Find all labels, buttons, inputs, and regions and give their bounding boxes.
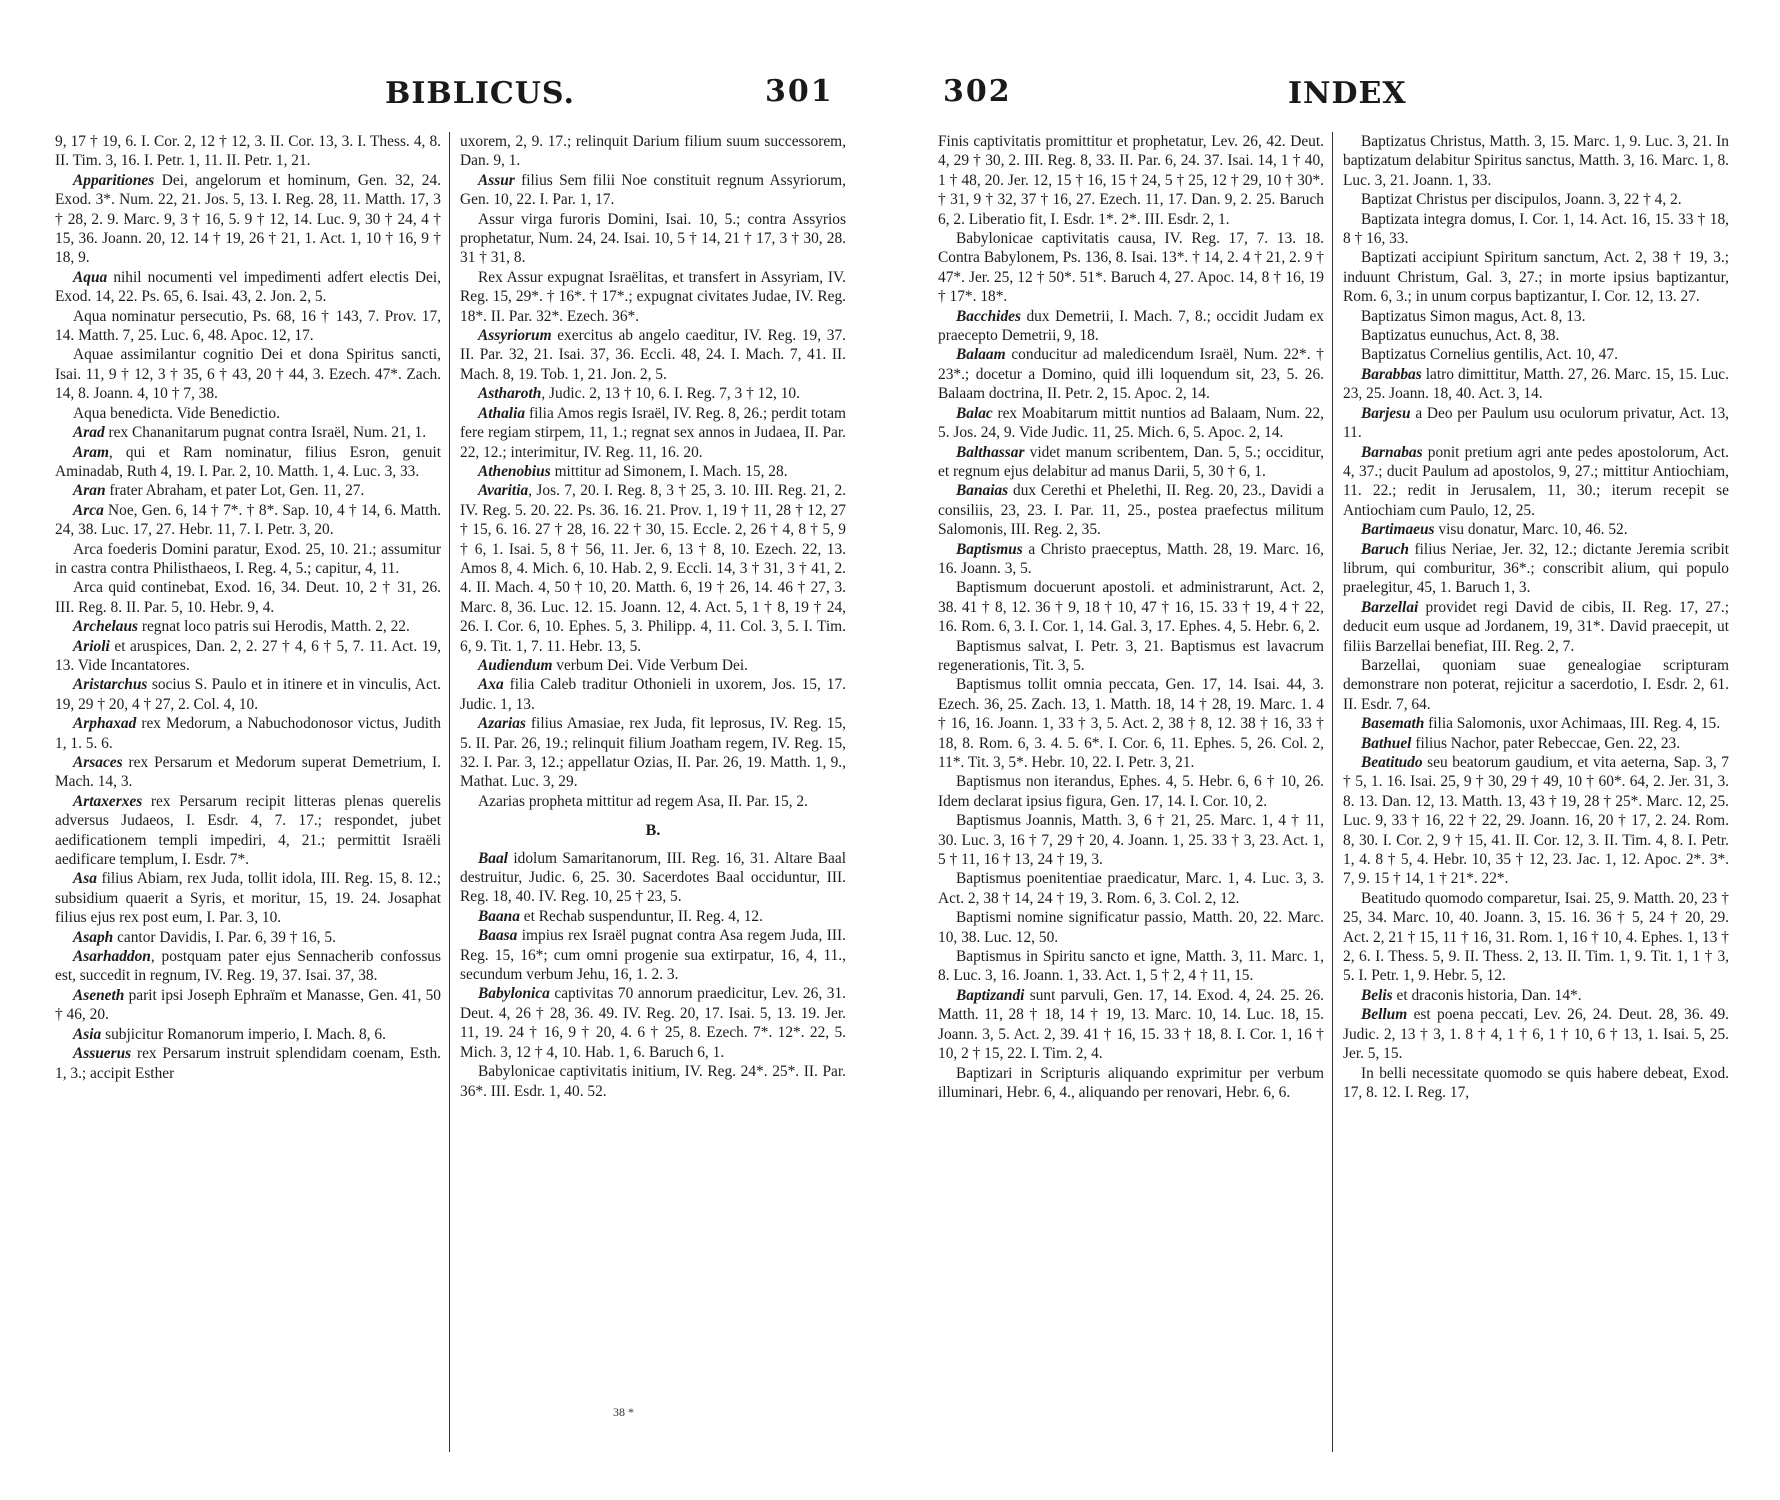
entry-text: providet regi David de cibis, II. Reg. 17, 27.; deducit eum usque ad Jordanem, 19, 31*. David praecepit, ut filiis Barzellai benefiat, III. Reg. 2, 7.: [1343, 598, 1729, 655]
entry-keyword: Balaam: [956, 346, 1006, 364]
index-entry: [460, 675, 846, 714]
entry-keyword: Archelaus: [73, 618, 138, 636]
index-entry: [55, 714, 441, 753]
left-page: [55, 70, 855, 1480]
index-entry: [938, 404, 1324, 443]
index-entry: [55, 404, 441, 423]
entry-keyword: Astharoth: [478, 385, 542, 403]
entry-text: exercitus ab angelo caeditur, IV. Reg. 19, 37. II. Par. 32, 21. Isai. 37, 36. Eccli. 48, 24. I. Mach. 7, 41. II. Mach. 8, 19. Tob. 1, 21. Jon. 2, 5.: [460, 327, 846, 383]
entry-keyword: Assuerus: [73, 1045, 132, 1063]
index-entry: [938, 481, 1324, 539]
index-entry: [460, 210, 846, 268]
index-entry: [460, 849, 846, 907]
index-entry: [55, 986, 441, 1025]
entry-text: rex Persarum et Medorum superat Demetrium, I. Mach. 14, 3.: [55, 754, 441, 791]
index-entry: [55, 637, 441, 676]
entry-keyword: Asia: [73, 1025, 102, 1043]
entry-keyword: Bathuel: [1361, 734, 1412, 752]
entry-keyword: Aran: [73, 482, 106, 500]
entry-text: regnat loco patris sui Herodis, Matth. 2, 22.: [138, 618, 410, 636]
index-entry: [55, 345, 441, 403]
entry-text: Aqua nominatur persecutio, Ps. 68, 16 † 143, 7. Prov. 17, 14. Matth. 7, 25. Luc. 6, 48. Apoc. 12, 17.: [55, 307, 441, 345]
index-entry: [55, 171, 441, 268]
entry-text: filia Caleb traditur Othonieli in uxorem, Jos. 15, 17. Judic. 1, 13.: [460, 676, 846, 713]
entry-text: impius rex Israël pugnat contra Asa regem Juda, III. Reg. 15, 16*; cum omni progenie sua extirpatur, 16, 4, 11., secundum verbum Jehu, 16, 1. 2. 3.: [460, 927, 846, 984]
entry-text: rex Persarum instruit splendidam coenam, Esth. 1, 3.; accipit Esther: [55, 1045, 441, 1082]
entry-text: ponit pretium agri ante pedes apostolorum, Act. 4, 37.; ducit Paulum ad apostolos, 9, 27.; mittitur Antiochiam, 11. 22.; redit in Jerusalem, 11, 30.; iterum recepit se Antiochiam cum Paulo, 12, 25.: [1343, 443, 1729, 519]
index-entry: [1343, 714, 1729, 733]
entry-keyword: Asaph: [73, 928, 114, 946]
entry-keyword: Bellum: [1361, 1006, 1408, 1024]
entry-keyword: Bartimaeus: [1361, 521, 1435, 539]
running-head: INDEX: [1288, 76, 1407, 111]
index-entry: [1343, 1064, 1729, 1103]
entry-text: Aquae assimilantur cognitio Dei et dona Spiritus sancti, Isai. 11, 9 † 12, 3 † 35, 6 † 43, 20 † 44, 3. Ezech. 47*. Zach. 14, 8. Joann. 4, 10 † 7, 38.: [55, 346, 441, 403]
entry-keyword: Belis: [1361, 986, 1393, 1004]
entry-keyword: Baasa: [478, 927, 518, 945]
entry-text: rex Persarum recipit litteras plenas querelis adversus Judaeos, I. Esdr. 4, 7. 17.; respondet, jubet aedificationem templi impediri, 4, 21.; permittit Israëli aedificare templum, I. Esdr. 7*.: [55, 792, 441, 869]
entry-keyword: Arsaces: [73, 754, 123, 771]
index-entry: [460, 926, 846, 984]
entry-text: Baptismus salvat, I. Petr. 3, 21. Baptismus est lavacrum regenerationis, Tit. 3, 5.: [938, 637, 1324, 674]
entry-keyword: Basemath: [1361, 715, 1425, 733]
index-entry: [1343, 326, 1729, 345]
index-entry: [938, 675, 1324, 772]
index-entry: [55, 501, 441, 540]
index-entry: [1343, 190, 1729, 209]
index-entry: [938, 132, 1324, 229]
entry-text: Noe, Gen. 6, 14 † 7*. † 8*. Sap. 10, 4 † 14, 6. Matth. 24, 38. Luc. 17, 27. Hebr. 11, 7. I. Petr. 3, 20.: [55, 501, 441, 539]
entry-text: captivitas 70 annorum praedicitur, Lev. 26, 31. Deut. 4, 26 † 28, 36. 49. IV. Reg. 20, 17. Isai. 5, 13. 19. Jer. 11, 19. 24 † 16, 9 † 20, 4. 6 † 25, 8. Ezech. 7*. 12*. 22, 5. Mich. 3, 12 † 4, 10. Hab. 1, 6. Baruch 6, 1.: [460, 985, 846, 1061]
entry-text: filia Salomonis, uxor Achimaas, III. Reg. 4, 15.: [1424, 715, 1721, 733]
index-entry: [1343, 307, 1729, 326]
entry-text: Arca foederis Domini paratur, Exod. 25, 10. 21.; assumitur in castra contra Philisthaeos, I. Reg. 4, 5.; capitur, 4, 11.: [55, 540, 441, 577]
index-entry: [938, 908, 1324, 947]
entry-text: Arca quid continebat, Exod. 16, 34. Deut. 10, 2 † 31, 26. III. Reg. 8. II. Par. 5, 10. Hebr. 9, 4.: [55, 579, 441, 616]
entry-keyword: Athenobius: [478, 462, 551, 480]
index-entry: [55, 540, 441, 579]
entry-keyword: Asarhaddon: [73, 948, 151, 966]
entry-keyword: Bacchides: [956, 307, 1021, 325]
index-entry: [460, 481, 846, 656]
entry-keyword: Azarias: [478, 715, 526, 733]
entry-keyword: Beatitudo: [1361, 754, 1423, 771]
entry-text: dux Cerethi et Phelethi, II. Reg. 20, 23., Davidi a consiliis, 23, 23. I. Par. 11, 25., postea praefectus militum Salomonis, III. Reg. 2, 35.: [938, 482, 1324, 539]
index-entry: [55, 132, 441, 171]
entry-text: In belli necessitate quomodo se quis habere debeat, Exod. 17, 8. 12. I. Reg. 17,: [1343, 1064, 1729, 1101]
right-page-columns: [938, 132, 1738, 1462]
entry-text: Baptismus Joannis, Matth. 3, 6 † 21, 25. Marc. 1, 4 † 11, 30. Luc. 3, 16 † 7, 29 † 20, 4. Joann. 1, 25. 33 † 3, 23. Act. 1, 5 † 11, 16 † 13, 24 † 19, 3.: [938, 812, 1324, 869]
index-entry: [1343, 598, 1729, 656]
entry-text: visu donatur, Marc. 10, 46. 52.: [1434, 521, 1628, 539]
entry-text: et Rechab suspenduntur, II. Reg. 4, 12.: [519, 907, 763, 925]
index-entry: [1343, 986, 1729, 1005]
entry-text: Aqua benedicta. Vide Benedictio.: [73, 404, 280, 422]
entry-text: Assur virga furoris Domini, Isai. 10, 5.; contra Assyrios prophetatur, Num. 24, 24. Isai. 10, 5 † 14, 21 † 17, 3 † 30, 28. 31 † 31, 8.: [460, 210, 846, 267]
entry-keyword: Audiendum: [478, 656, 553, 674]
entry-text: parit ipsi Joseph Ephraïm et Manasse, Gen. 41, 50 † 46, 20.: [55, 986, 441, 1024]
entry-text: mittitur ad Simonem, I. Mach. 15, 28.: [550, 462, 788, 480]
entry-keyword: Axa: [478, 676, 504, 694]
entry-text: uxorem, 2, 9. 17.; relinquit Darium filium suum successorem, Dan. 9, 1.: [460, 133, 846, 170]
index-entry: [55, 443, 441, 482]
right-page-header: [938, 70, 1738, 130]
entry-text: Baptismum docuerunt apostoli. et administrarunt, Act. 2, 38. 41 † 8, 12. 36 † 9, 18 † 10, 47 † 16, 15. 33 † 19, 4 † 22, 16. Rom. 6, 3. I. Cor. 1, 14. Gal. 3, 17. Ephes. 4, 5. Hebr. 6, 2.: [938, 579, 1324, 636]
entry-keyword: Arca: [73, 501, 104, 519]
entry-text: 9, 17 † 19, 6. I. Cor. 2, 12 † 12, 3. II. Cor. 13, 3. I. Thess. 4, 8. II. Tim. 3, 16. I. Petr. 1, 11. II. Petr. 1, 21.: [55, 133, 441, 170]
index-entry: [1343, 656, 1729, 714]
index-entry: [938, 540, 1324, 579]
index-entry: [1343, 345, 1729, 364]
entry-text: est poena peccati, Lev. 26, 24. Deut. 28, 36. 49. Judic. 2, 13 † 3, 1. 8 † 4, 1 † 6, 1 † 10, 6 † 13, 1. Isai. 5, 25. Jer. 5, 15.: [1343, 1006, 1729, 1063]
entry-keyword: Athalia: [478, 404, 526, 422]
entry-text: Dei, angelorum et hominum, Gen. 32, 24. Exod. 3*. Num. 22, 21. Jos. 5, 13. I. Reg. 28, 11. Matth. 17, 3 † 28, 2. 9. Marc. 9, 3 † 16, 5. 9 † 12, 14. Luc. 9, 30 † 24, 4 † 15, 36. Joann. 20, 12. 14 † 19, 26 † 21, 1. Act. 1, 10 † 16, 9 † 18, 9.: [55, 171, 441, 267]
entry-text: Baptizatus Christus, Matth. 3, 15. Marc. 1, 9. Luc. 3, 21. In baptizatum delabitur Spiritus sanctus, Matth. 3, 16. Marc. 1, 8. Luc. 3, 21. Joann. 1, 33.: [1343, 133, 1729, 189]
entry-keyword: Babylonica: [478, 985, 550, 1003]
column-rule: [1332, 132, 1333, 1452]
index-entry: [55, 307, 441, 346]
index-entry: [1343, 210, 1729, 249]
entry-text: verbum Dei. Vide Verbum Dei.: [552, 656, 748, 674]
index-entry: [938, 345, 1324, 403]
entry-text: socius S. Paulo et in itinere et in vinculis, Act. 19, 29 † 20, 4 † 27, 2. Col. 4, 10.: [55, 676, 441, 713]
entry-text: Baptismus non iterandus, Ephes. 4, 5. Hebr. 6, 6 † 10, 26. Idem declarat ipsius figura, Gen. 17, 14. I. Cor. 10, 2.: [938, 773, 1324, 810]
entry-text: Baptismus tollit omnia peccata, Gen. 17, 14. Isai. 44, 3. Ezech. 36, 25. Zach. 13, 1. Matth. 18, 14 † 28, 19. Marc. 1. 4 † 16, 16. Joann. 1, 33 † 3, 5. Act. 2, 38 † 8, 12. 38 † 16, 33 † 18, 8. Rom. 6, 3. 4. 5. 6*. I. Cor. 6, 11. Ephes. 5, 26. Col. 2, 11*. Tit. 3, 5*. Hebr. 10, 22. I. Petr. 3, 21.: [938, 676, 1324, 771]
right-page: [938, 70, 1738, 1480]
entry-keyword: Aram: [73, 443, 109, 461]
entry-keyword: Barnabas: [1361, 443, 1423, 461]
index-entry: [938, 1064, 1324, 1103]
entry-text: filius Neriae, Jer. 32, 12.; dictante Jeremia scribit librum, qui comburitur, 36*.; conscribit alium, qui populo praelegitur, 45, 1. Baruch 1, 3.: [1343, 540, 1729, 597]
left-page-columns: [55, 132, 855, 1462]
index-entry: [55, 617, 441, 636]
entry-keyword: Arphaxad: [73, 715, 137, 733]
index-entry: [938, 869, 1324, 908]
entry-keyword: Balthassar: [956, 443, 1025, 461]
index-entry: [1343, 132, 1729, 190]
index-entry: [55, 947, 441, 986]
entry-text: , qui et Ram nominatur, filius Esron, genuit Aminadab, Ruth 4, 19. I. Par. 2, 10. Matth. 1, 4. Luc. 3, 33.: [55, 443, 441, 480]
entry-text: latro dimittitur, Matth. 27, 26. Marc. 15, 15. Luc. 23, 25. Joann. 18, 40. Act. 3, 14.: [1343, 365, 1729, 403]
left-column-2: [460, 132, 846, 1462]
signature-mark: 38 *: [613, 1405, 634, 1419]
index-entry: [938, 229, 1324, 307]
index-entry: [55, 753, 441, 792]
index-entry: [460, 792, 846, 811]
index-entry: [55, 675, 441, 714]
index-entry: [938, 986, 1324, 1064]
entry-keyword: Barjesu: [1361, 404, 1411, 422]
entry-keyword: Artaxerxes: [73, 792, 143, 810]
entry-text: seu beatorum gaudium, et vita aeterna, Sap. 3, 7 † 5, 1. 16. Isai. 25, 9 † 30, 29 † 49, 10 † 60*. 64, 2. Jer. 31, 3. 8. 13. Dan. 12, 13. Matth. 13, 43 † 19, 28 † 25*. Marc. 12, 25. Luc. 9, 33 † 16, 22 † 22, 29. Joann. 16, 20 † 17, 2. 24. Rom. 8, 30. I. Cor. 2, 9 † 15, 41. II. Cor. 12, 3. II. Tim. 4, 8. I. Petr. 1, 4. 8 † 5, 4. Hebr. 10, 35 † 12, 23. Jac. 1, 12. Apoc. 2*. 3*. 7, 9. 15 † 14, 1 † 21*. 22*.: [1343, 754, 1729, 888]
index-entry: [1343, 404, 1729, 443]
entry-keyword: Barzellai: [1361, 598, 1419, 616]
entry-text: frater Abraham, et pater Lot, Gen. 11, 27.: [105, 482, 365, 500]
index-entry: [938, 637, 1324, 676]
entry-text: Baptizat Christus per discipulos, Joann. 3, 22 † 4, 2.: [1361, 191, 1682, 209]
entry-keyword: Baana: [478, 907, 520, 925]
entry-text: Baptismus poenitentiae praedicatur, Marc. 1, 4. Luc. 3, 3. Act. 2, 38 † 14, 24 † 19, 3. Rom. 6, 3. Col. 2, 12.: [938, 870, 1324, 907]
entry-text: Baptismus in Spiritu sancto et igne, Matth. 3, 11. Marc. 1, 8. Luc. 3, 16. Joann. 1, 33. Act. 1, 5 † 2, 4 † 11, 15.: [938, 948, 1324, 985]
entry-text: , Jos. 7, 20. I. Reg. 8, 3 † 25, 3. 10. III. Reg. 21, 2. IV. Reg. 5. 20. 22. Ps. 36. 16. 21. Prov. 1, 19 † 11, 28 † 12, 27 † 15, 6. 16. 27 † 28, 16. 22 † 30, 15. Eccle. 2, 26 † 4, 8 † 5, 9 † 6, 1. Isai. 5, 8 † 56, 11. Jer. 6, 13 † 8, 10. Ezech. 22, 13. Amos 8, 4. Mich. 6, 10. Hab. 2, 9. Eccli. 14, 3 † 31, 3 † 41, 2. 4. II. Mach. 4, 50 † 10, 20. Matth. 6, 19 † 26, 14. 46 † 27, 3. Marc. 8, 36. Luc. 12. 15. Joann. 12, 4. Act. 5, 1 † 8, 19 † 24, 26. I. Cor. 6, 10. Ephes. 5, 3. Philipp. 4, 11. Col. 3, 5. I. Tim. 6, 9. Tit. 1, 7. 11. Hebr. 13, 5.: [460, 482, 846, 655]
entry-keyword: Barabbas: [1361, 365, 1422, 383]
index-entry: [460, 268, 846, 326]
entry-text: cantor Davidis, I. Par. 6, 39 † 16, 5.: [113, 928, 336, 946]
entry-text: , postquam pater ejus Sennacherib confossus est, succedit in regnum, IV. Reg. 19, 37. Isai. 37, 38.: [55, 948, 441, 985]
entry-text: nihil nocumenti vel impedimenti adfert electis Dei, Exod. 14, 22. Ps. 65, 6. Isai. 43, 2. Jon. 2, 5.: [55, 268, 441, 306]
column-rule: [449, 132, 450, 1452]
index-entry: [1343, 734, 1729, 753]
entry-text: et aruspices, Dan. 2, 2. 27 † 4, 6 † 5, 7. 11. Act. 19, 13. Vide Incantatores.: [55, 637, 441, 674]
index-entry: [460, 1062, 846, 1101]
entry-text: Azarias propheta mittitur ad regem Asa, II. Par. 15, 2.: [478, 792, 808, 810]
index-entry: [460, 907, 846, 926]
entry-text: sunt parvuli, Gen. 17, 14. Exod. 4, 24. 25. 26. Matth. 11, 28 † 18, 14 † 19, 13. Marc. 10, 14. Luc. 18, 15. Joann. 3, 5. Act. 2, 39. 41 † 16, 15. 33 † 18, 8. I. Cor. 1, 16 † 10, 2 † 15, 22. I. Tim. 2, 4.: [938, 986, 1324, 1063]
index-entry: [55, 792, 441, 870]
index-entry: [938, 307, 1324, 346]
section-letter-heading: B.: [645, 822, 661, 840]
entry-text: dux Demetrii, I. Mach. 7, 8.; occidit Judam ex praecepto Demetrii, 9, 18.: [938, 307, 1324, 345]
index-entry: [55, 578, 441, 617]
running-head: BIBLICUS.: [385, 76, 575, 111]
index-entry: [55, 1044, 441, 1083]
index-entry: [938, 578, 1324, 636]
entry-keyword: Baptizandi: [956, 986, 1025, 1004]
entry-text: et draconis historia, Dan. 14*.: [1392, 986, 1582, 1004]
entry-keyword: Arioli: [73, 637, 110, 655]
left-column-1: [55, 132, 441, 1462]
entry-text: a Christo praeceptus, Matth. 28, 19. Marc. 16, 16. Joann. 3, 5.: [938, 540, 1324, 577]
entry-keyword: Asa: [73, 870, 97, 888]
index-entry: [460, 404, 846, 462]
entry-keyword: Arad: [73, 424, 105, 442]
entry-text: Barzellai, quoniam suae genealogiae scripturam demonstrare non poterat, rejicitur a sacerdotio, I. Esdr. 2, 61. II. Esdr. 7, 64.: [1343, 656, 1729, 713]
entry-text: Rex Assur expugnat Israëlitas, et transfert in Assyriam, IV. Reg. 15, 29*. † 16*. † 17*.; expugnat civitates Judae, IV. Reg. 18*. II. Par. 32*. Ezech. 36*.: [460, 268, 846, 325]
entry-text: filius Abiam, rex Juda, tollit idola, III. Reg. 15, 8. 12.; subsidium quaerit a Syris, et moritur, 15, 19. 24. Josaphat filius ejus rex post eum, I. Par. 3, 10.: [55, 870, 441, 927]
entry-keyword: Apparitiones: [73, 171, 155, 189]
entry-keyword: Banaias: [956, 482, 1009, 500]
index-entry: [55, 481, 441, 500]
index-entry: [1343, 248, 1729, 306]
index-entry: [55, 1025, 441, 1044]
entry-keyword: Assyriorum: [478, 327, 552, 345]
index-entry: [460, 714, 846, 792]
entry-text: Baptizatus Cornelius gentilis, Act. 10, 47.: [1361, 346, 1618, 364]
index-entry: [938, 947, 1324, 986]
entry-text: rex Medorum, a Nabuchodonosor victus, Judith 1, 1. 5. 6.: [55, 715, 441, 752]
index-entry: [938, 772, 1324, 811]
entry-keyword: Baal: [478, 849, 508, 867]
entry-text: rex Moabitarum mittit nuntios ad Balaam, Num. 22, 5. Jos. 24, 9. Vide Judic. 11, 25. Mich. 6, 5. Apoc. 2, 14.: [938, 404, 1324, 442]
entry-text: filius Amasiae, rex Juda, fit leprosus, IV. Reg. 15, 5. II. Par. 26, 19.; relinquit filium Joatham regem, IV. Reg. 15, 32. I. Par. 3, 12.; appellatur Ozias, II. Par. 26, 19. Matth. 1, 9., Mathat. Luc. 3, 29.: [460, 715, 846, 791]
entry-text: rex Chananitarum pugnat contra Israël, Num. 21, 1.: [104, 424, 427, 442]
entry-text: Baptizari in Scripturis aliquando exprimitur per verbum illuminari, Hebr. 6, 4., aliquando per renovari, Hebr. 6, 6.: [938, 1064, 1324, 1101]
index-entry: [460, 326, 846, 384]
index-entry: [55, 268, 441, 307]
entry-keyword: Assur: [478, 171, 515, 189]
page-number: 302: [943, 74, 1012, 109]
entry-text: a Deo per Paulum usu oculorum privatur, Act. 13, 11.: [1343, 404, 1729, 442]
entry-text: Babylonicae captivitatis causa, IV. Reg. 17, 7. 13. 18. Contra Babylonem, Ps. 136, 8. Isai. 13*. † 14, 2. 4 † 21, 2. 9 † 47*. Jer. 25, 12 † 50*. 51*. Baruch 4, 27. Apoc. 14, 8 † 16, 19 † 17*. 18*.: [938, 230, 1324, 306]
index-entry: [1343, 443, 1729, 521]
entry-keyword: Aseneth: [73, 986, 125, 1004]
index-entry: [1343, 753, 1729, 889]
entry-text: filius Nachor, pater Rebeccae, Gen. 22, 23.: [1411, 734, 1681, 752]
entry-text: subjicitur Romanorum imperio, I. Mach. 8, 6.: [101, 1025, 386, 1043]
entry-keyword: Aqua: [73, 268, 108, 286]
entry-text: filius Sem filii Noe constituit regnum Assyriorum, Gen. 10, 22. I. Par. 1, 17.: [460, 171, 846, 209]
entry-text: , Judic. 2, 13 † 10, 6. I. Reg. 7, 3 † 12, 10.: [541, 385, 800, 403]
entry-text: Baptismi nomine significatur passio, Matth. 20, 22. Marc. 10, 38. Luc. 12, 50.: [938, 909, 1324, 946]
entry-text: Beatitudo quomodo comparetur, Isai. 25, 9. Matth. 20, 23 † 25, 34. Marc. 10, 40. Joann. 3, 15. 16. 36 † 5, 24 † 20, 29. Act. 2, 21 † 15, 11 † 16, 31. Rom. 1, 16 † 10, 4. Ephes. 1, 13 † 2, 6. I. Thess. 5, 9. II. Thess. 2, 13. II. Tim. 1, 9. Tit. 1, 1 † 3, 5. I. Petr. 1, 9. Hebr. 5, 12.: [1343, 889, 1729, 985]
page-number: 301: [765, 74, 834, 109]
index-entry: [1343, 1005, 1729, 1063]
index-entry: [1343, 520, 1729, 539]
entry-keyword: Aristarchus: [73, 676, 148, 694]
index-entry: [938, 811, 1324, 869]
index-entry: [55, 928, 441, 947]
index-entry: [460, 656, 846, 675]
entry-text: Baptizatus Simon magus, Act. 8, 13.: [1361, 307, 1586, 325]
index-entry: [460, 462, 846, 481]
index-entry: [55, 423, 441, 442]
entry-keyword: Baptismus: [956, 540, 1023, 558]
entry-keyword: Balac: [956, 404, 993, 422]
index-entry: [460, 384, 846, 403]
entry-text: videt manum scribentem, Dan. 5, 5.; occiditur, et regnum ejus delabitur ad manus Darii, 5, 30 † 6, 1.: [938, 443, 1324, 480]
index-entry: [460, 171, 846, 210]
entry-text: Baptizati accipiunt Spiritum sanctum, Act. 2, 38 † 19, 3.; induunt Christum, Gal. 3, 27.; in morte ipsius baptizantur, Rom. 6, 3.; in unum corpus baptizantur, I. Cor. 12, 13. 27.: [1343, 249, 1729, 306]
index-entry: [55, 869, 441, 927]
entry-text: Baptizatus eunuchus, Act. 8, 38.: [1361, 327, 1560, 345]
entry-text: conducitur ad maledicendum Israël, Num. 22*. † 23*.; docetur a Domino, quid illi loquendum sit, 23, 5. 26. Balaam doctrina, II. Petr. 2, 15. Apoc. 2, 14.: [938, 346, 1324, 403]
right-column-2: [1343, 132, 1729, 1462]
entry-text: Finis captivitatis promittitur et prophetatur, Lev. 26, 42. Deut. 4, 29 † 30, 2. III. Reg. 8, 33. II. Par. 6, 24. 37. Isai. 14, 1 † 40, 1 † 48, 20. Jer. 12, 15 † 16, 15 † 24, 5 † 25, 12 † 29, 10 † 30*. † 31, 9 † 32, 37 † 16, 27. Ezech. 11, 17. Dan. 9, 2. 25. Baruch 6, 2. Liberatio fit, I. Esdr. 1*. 2*. III. Esdr. 2, 1.: [938, 133, 1324, 228]
entry-text: filia Amos regis Israël, IV. Reg. 8, 26.; perdit totam fere regiam stirpem, 11, 1.; regnat sex annos in Judaea, II. Par. 22, 12.; interimitur, IV. Reg. 11, 16. 20.: [460, 404, 846, 461]
entry-text: idolum Samaritanorum, III. Reg. 16, 31. Altare Baal destruitur, Judic. 6, 25. 30. Sacerdotes Baal occiduntur, III. Reg. 18, 40. IV. Reg. 10, 25 † 23, 5.: [460, 849, 846, 906]
right-column-1: [938, 132, 1324, 1462]
index-entry: [938, 443, 1324, 482]
left-page-header: [55, 70, 855, 130]
index-entry: [1343, 540, 1729, 598]
index-entry: [1343, 889, 1729, 986]
index-entry: [460, 132, 846, 171]
index-entry: [460, 984, 846, 1062]
index-entry: [1343, 365, 1729, 404]
entry-text: Baptizata integra domus, I. Cor. 1, 14. Act. 16, 15. 33 † 18, 8 † 16, 33.: [1343, 210, 1729, 248]
entry-text: Babylonicae captivitatis initium, IV. Reg. 24*. 25*. II. Par. 36*. III. Esdr. 1, 40. 52.: [460, 1063, 846, 1100]
entry-keyword: Avaritia: [478, 482, 529, 500]
entry-keyword: Baruch: [1361, 540, 1409, 558]
